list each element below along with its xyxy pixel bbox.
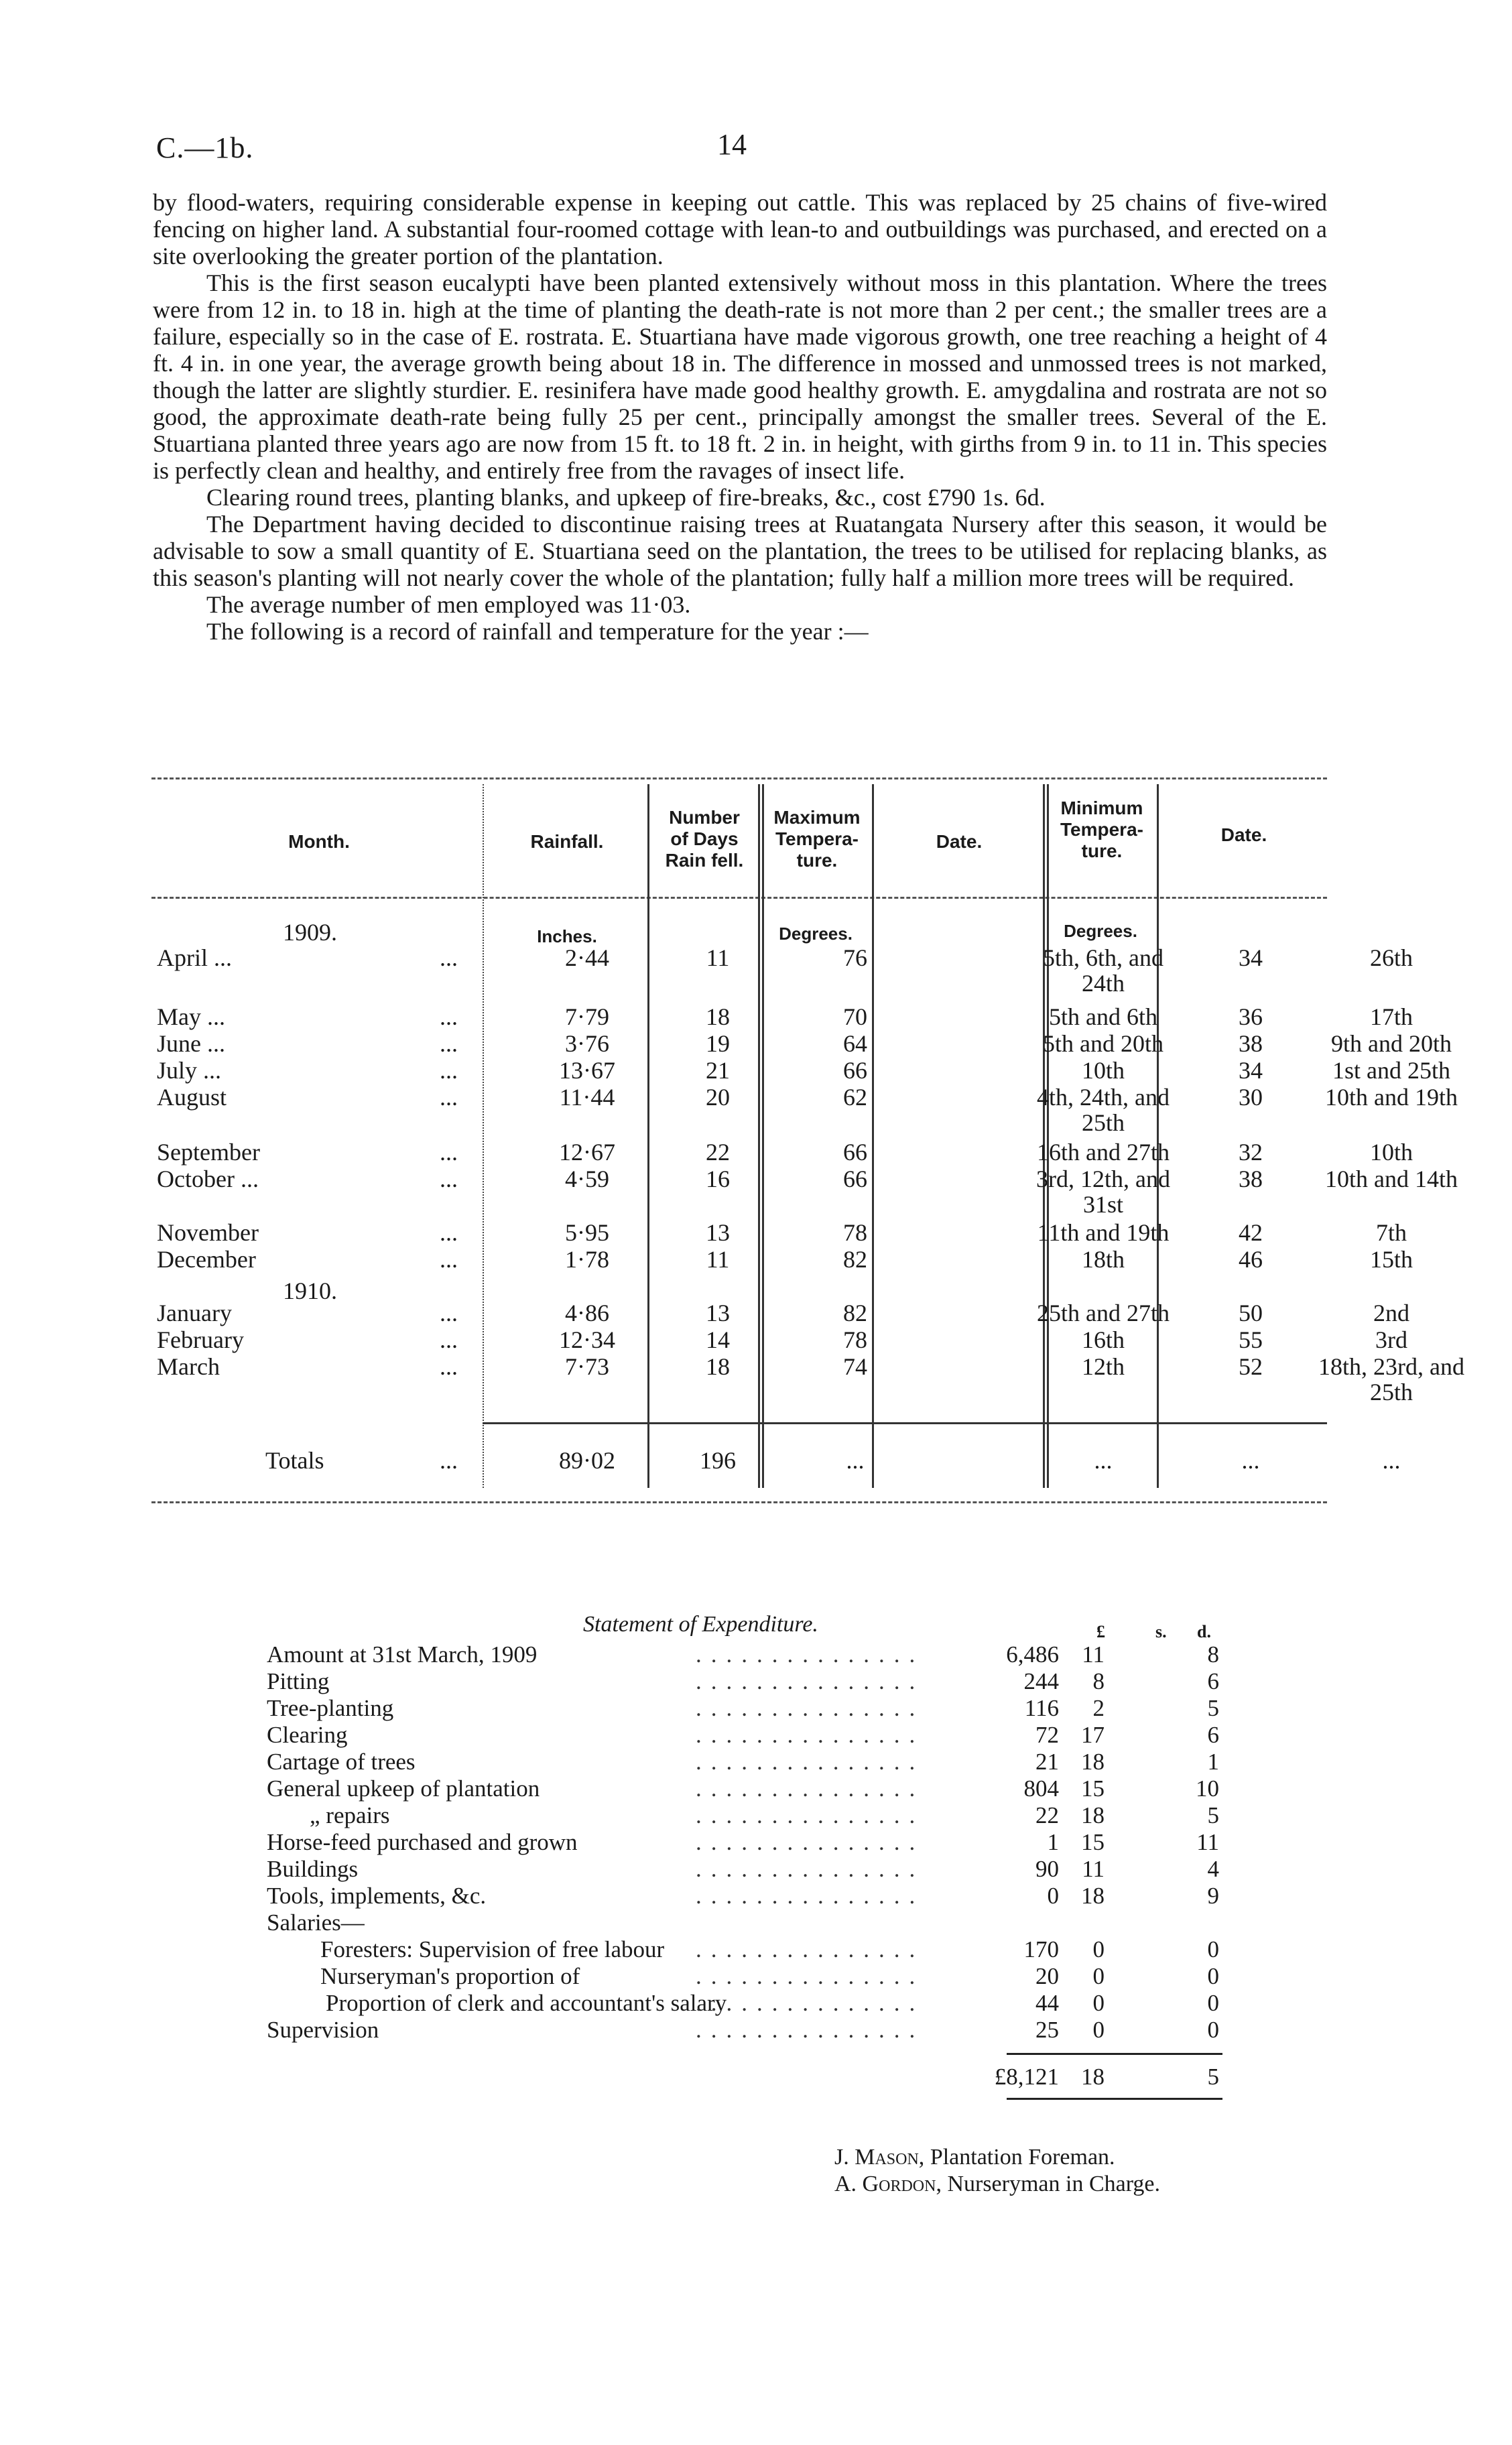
month-cell: March (157, 1353, 220, 1380)
amount-pence: 9 (1207, 1883, 1219, 1909)
expenditure-label: „ repairs (310, 1802, 390, 1828)
max-date-cell: 16th (1081, 1326, 1125, 1353)
totals-rainfall: 89·02 (559, 1447, 615, 1474)
page-number: 14 (717, 128, 747, 161)
days-cell: 19 (706, 1030, 730, 1057)
expenditure-label: Foresters: Supervision of free labour (320, 1936, 665, 1962)
rainfall-cell: 1·78 (565, 1246, 609, 1273)
expenditure-item (267, 2017, 1218, 2044)
amount-pence: 1 (1207, 1749, 1219, 1775)
amount-pence: 8 (1207, 1641, 1219, 1668)
paragraph: The following is a record of rainfall and temperature for the year :— (206, 618, 869, 645)
days-cell: 14 (706, 1326, 730, 1353)
min-date-cell: 9th and 20th (1331, 1030, 1452, 1057)
amount-pounds: 90 (1035, 1856, 1059, 1882)
leader-dots: ............... (696, 1936, 925, 1962)
min-date-cell: 15th (1369, 1246, 1413, 1273)
amount-pence: 10 (1196, 1775, 1219, 1802)
min-temp-cell: 52 (1239, 1353, 1263, 1380)
days-cell: 16 (706, 1166, 730, 1192)
amount-pence: 5 (1207, 1695, 1219, 1721)
body-text (153, 189, 1327, 645)
unit-inches: Inches. (537, 926, 597, 946)
leader-dots: ... (440, 1003, 458, 1030)
header-days: Number of Days Rain fell. (665, 807, 744, 871)
header-max-date: Date. (936, 831, 983, 852)
amount-shillings: 17 (1081, 1722, 1105, 1748)
amount-pence: 0 (1207, 1990, 1219, 2016)
expenditure-total: £8,121 18 5 (994, 2064, 1219, 2090)
max-date-cell: 16th and 27th (1037, 1139, 1170, 1166)
amount-pounds: 22 (1035, 1802, 1059, 1828)
paragraph: The average number of men employed was 11·03. (206, 591, 691, 618)
total-double-rule (1007, 2098, 1222, 2100)
rainfall-cell: 4·59 (565, 1166, 609, 1192)
min-temp-cell: 34 (1239, 944, 1263, 971)
document-reference: C.—1b. (156, 131, 254, 164)
expenditure-label: Pitting (267, 1668, 330, 1694)
amount-pence: 0 (1207, 1936, 1219, 1962)
year-1910: 1910. (283, 1277, 337, 1304)
min-temp-cell: 30 (1239, 1084, 1263, 1111)
expenditure-item (267, 1991, 1218, 2017)
leader-dots: ............... (696, 1883, 925, 1909)
days-cell: 13 (706, 1300, 730, 1326)
table-bottom-rule (151, 1501, 1327, 1503)
max-temp-cell: 78 (843, 1219, 867, 1246)
amount-pounds: 116 (1024, 1695, 1059, 1721)
total-rule (1007, 2053, 1222, 2055)
amount-pounds: 72 (1035, 1722, 1059, 1748)
expenditure-label: Buildings (267, 1856, 359, 1882)
unit-degrees-min: Degrees. (1064, 921, 1137, 941)
min-temp-cell: 55 (1239, 1326, 1263, 1353)
amount-shillings: 18 (1081, 1749, 1105, 1775)
totals-rule (483, 1422, 1327, 1424)
month-cell: May ... (157, 1003, 225, 1030)
leader-dots: ............... (696, 1641, 925, 1668)
header-min-temp: Minimum Tempera- ture. (1060, 798, 1143, 861)
leader-dots: ............... (696, 1802, 925, 1828)
expenditure-label: Tools, implements, &c. (267, 1883, 487, 1909)
table-header-rule (151, 897, 1327, 899)
amount-pounds: 6,486 (1006, 1641, 1059, 1668)
amount-shillings: 11 (1082, 1856, 1105, 1882)
leader-dots: ... (440, 1246, 458, 1273)
days-cell: 11 (706, 1246, 730, 1273)
max-date-cell: 5th, 6th, and 24th (1043, 944, 1163, 997)
min-temp-cell: 34 (1239, 1057, 1263, 1084)
expenditure-item (267, 1696, 1218, 1722)
amount-shillings: 18 (1081, 1883, 1105, 1909)
signature-1: J. Mason, Plantation Foreman. (834, 2145, 1115, 2170)
expenditure-item (267, 1883, 1218, 1910)
month-cell: September (157, 1139, 260, 1166)
amount-pounds: 244 (1023, 1668, 1059, 1694)
expenditure-label: Nurseryman's proportion of (320, 1963, 580, 1989)
leader-dots: ... (440, 1166, 458, 1192)
leader-dots: ............... (696, 1722, 925, 1748)
expenditure-label: General upkeep of plantation (267, 1775, 540, 1802)
column-divider (1043, 784, 1045, 1488)
month-cell: February (157, 1326, 244, 1353)
max-date-cell: 5th and 20th (1043, 1030, 1163, 1057)
totals-label: Totals (265, 1447, 324, 1474)
leader-dots: ............... (696, 1695, 925, 1721)
totals-days: 196 (700, 1447, 736, 1474)
expenditure-label: Tree-planting (267, 1695, 394, 1721)
column-divider (758, 784, 760, 1488)
min-date-cell: 1st and 25th (1332, 1057, 1450, 1084)
rainfall-cell: 5·95 (565, 1219, 609, 1246)
days-cell: 11 (706, 944, 730, 971)
year-1909: 1909. (283, 919, 337, 946)
expenditure-label: Horse-feed purchased and grown (267, 1829, 578, 1855)
amount-shillings: 2 (1092, 1695, 1105, 1721)
rainfall-cell: 7·79 (565, 1003, 609, 1030)
min-date-cell: 18th, 23rd, and 25th (1318, 1353, 1464, 1405)
totals-blank: ... (846, 1447, 865, 1474)
paragraph: by flood-waters, requiring considerable expense in keeping out cattle. This was replaced by 25 chains of five-wired fencing on higher land. A substantial four-roomed cottage with lean-to and outbuildings was purchased, and erected on a site overlooking the greater portion of the plantation. (153, 189, 1327, 269)
amount-pence: 6 (1207, 1722, 1219, 1748)
expenditure-item (267, 1910, 1218, 1937)
header-rainfall: Rainfall. (530, 831, 604, 852)
amount-shillings: 0 (1092, 2017, 1105, 2043)
min-date-cell: 10th (1369, 1139, 1413, 1166)
min-temp-cell: 50 (1239, 1300, 1263, 1326)
unit-degrees-max: Degrees. (779, 924, 853, 944)
amount-shillings: 15 (1081, 1775, 1105, 1802)
column-divider (1047, 784, 1049, 1488)
rainfall-temperature-table (151, 777, 1464, 1508)
rainfall-cell: 11·44 (559, 1084, 615, 1111)
column-divider (1157, 784, 1159, 1488)
amount-pounds: 804 (1023, 1775, 1059, 1802)
leader-dots: ............... (696, 1775, 925, 1802)
leader-dots: ............... (696, 1856, 925, 1882)
leader-dots: ............... (696, 1990, 925, 2016)
expenditure-item (267, 1749, 1218, 1776)
month-cell: June ... (157, 1030, 225, 1057)
amount-pence: 0 (1207, 2017, 1219, 2043)
totals-blank: ... (1094, 1447, 1113, 1474)
expenditure-label: Clearing (267, 1722, 348, 1748)
days-cell: 18 (706, 1353, 730, 1380)
expenditure-label: Supervision (267, 2017, 379, 2043)
totals-dots: ... (440, 1447, 458, 1474)
amount-pounds: 1 (1047, 1829, 1059, 1855)
expenditure-label: Proportion of clerk and accountant's salary (326, 1990, 727, 2016)
month-cell: April ... (157, 944, 232, 971)
leader-dots: ............... (696, 1749, 925, 1775)
min-temp-cell: 46 (1239, 1246, 1263, 1273)
amount-pence: 5 (1207, 1802, 1219, 1828)
min-temp-cell: 42 (1239, 1219, 1263, 1246)
amount-pounds: 170 (1023, 1936, 1059, 1962)
expenditure-label: Salaries— (267, 1909, 365, 1936)
amount-pounds: 44 (1035, 1990, 1059, 2016)
rainfall-cell: 7·73 (565, 1353, 609, 1380)
leader-dots: ............... (696, 2017, 925, 2043)
max-temp-cell: 64 (843, 1030, 867, 1057)
leader-dots: ... (440, 1139, 458, 1166)
month-cell: January (157, 1300, 232, 1326)
max-date-cell: 4th, 24th, and 25th (1037, 1084, 1170, 1136)
column-divider (647, 784, 649, 1488)
max-temp-cell: 62 (843, 1084, 867, 1111)
min-date-cell: 26th (1369, 944, 1413, 971)
min-date-cell: 7th (1375, 1219, 1407, 1246)
max-temp-cell: 66 (843, 1057, 867, 1084)
min-date-cell: 2nd (1373, 1300, 1409, 1326)
max-temp-cell: 78 (843, 1326, 867, 1353)
expenditure-item (267, 1830, 1218, 1857)
amount-shillings: 0 (1092, 1990, 1105, 2016)
min-temp-cell: 32 (1239, 1139, 1263, 1166)
leader-dots: ... (440, 1300, 458, 1326)
leader-dots: ... (440, 1030, 458, 1057)
max-date-cell: 25th and 27th (1037, 1300, 1170, 1326)
month-cell: December (157, 1246, 256, 1273)
month-cell: August (157, 1084, 227, 1111)
expenditure-item (267, 1857, 1218, 1883)
expenditure-label: Cartage of trees (267, 1749, 416, 1775)
expenditure-item (267, 1642, 1218, 1669)
header-month: Month. (288, 831, 350, 852)
days-cell: 20 (706, 1084, 730, 1111)
amount-pence: 4 (1207, 1856, 1219, 1882)
max-temp-cell: 70 (843, 1003, 867, 1030)
min-temp-cell: 38 (1239, 1030, 1263, 1057)
max-date-cell: 10th (1081, 1057, 1125, 1084)
amount-pounds: 20 (1035, 1963, 1059, 1989)
column-divider (483, 784, 484, 1488)
expenditure-label: Amount at 31st March, 1909 (267, 1641, 538, 1668)
max-date-cell: 18th (1081, 1246, 1125, 1273)
column-divider (762, 784, 764, 1488)
totals-blank: ... (1241, 1447, 1260, 1474)
rainfall-cell: 13·67 (559, 1057, 615, 1084)
rainfall-cell: 4·86 (565, 1300, 609, 1326)
max-temp-cell: 66 (843, 1166, 867, 1192)
amount-pence: 6 (1207, 1668, 1219, 1694)
amount-pounds: 21 (1035, 1749, 1059, 1775)
expenditure-item (267, 1722, 1218, 1749)
days-cell: 18 (706, 1003, 730, 1030)
expenditure-title: Statement of Expenditure. (583, 1612, 818, 1637)
leader-dots: ... (440, 944, 458, 971)
min-date-cell: 3rd (1375, 1326, 1407, 1353)
days-cell: 22 (706, 1139, 730, 1166)
header-max-temp: Maximum Tempera- ture. (773, 807, 861, 871)
amount-shillings: 8 (1092, 1668, 1105, 1694)
amount-shillings: 0 (1092, 1963, 1105, 1989)
rainfall-cell: 3·76 (565, 1030, 609, 1057)
rainfall-cell: 2·44 (565, 944, 609, 971)
amount-pounds: 25 (1035, 2017, 1059, 2043)
expenditure-item (267, 1937, 1218, 1964)
max-date-cell: 11th and 19th (1037, 1219, 1170, 1246)
min-date-cell: 10th and 14th (1325, 1166, 1458, 1192)
paragraph: The Department having decided to discontinue raising trees at Ruatangata Nursery after this season, it would be advisable to sow a small quantity of E. Stuartiana seed on the plantation, the trees to be utilised for replacing blanks, as this season's planting will not nearly cover the whole of the plantation; fully half a million more trees will be required. (153, 511, 1327, 591)
expenditure-item (267, 1776, 1218, 1803)
amount-shillings: 15 (1081, 1829, 1105, 1855)
leader-dots: ... (440, 1084, 458, 1111)
max-date-cell: 3rd, 12th, and 31st (1036, 1166, 1170, 1218)
month-cell: October ... (157, 1166, 259, 1192)
month-cell: November (157, 1219, 259, 1246)
rainfall-cell: 12·67 (559, 1139, 615, 1166)
amount-shillings: 0 (1092, 1936, 1105, 1962)
max-temp-cell: 76 (843, 944, 867, 971)
min-temp-cell: 36 (1239, 1003, 1263, 1030)
amount-pounds: 0 (1047, 1883, 1059, 1909)
amount-shillings: 18 (1081, 1802, 1105, 1828)
min-temp-cell: 38 (1239, 1166, 1263, 1192)
leader-dots: ............... (696, 1829, 925, 1855)
amount-pence: 11 (1196, 1829, 1219, 1855)
month-cell: July ... (157, 1057, 222, 1084)
max-temp-cell: 82 (843, 1300, 867, 1326)
leader-dots: ... (440, 1353, 458, 1380)
paragraph: This is the first season eucalypti have been planted extensively without moss in this plantation. Where the trees were from 12 in. to 18 in. high at the time of planting the death-rate is not more than 2 per cent.; the smaller trees are a failure, especially so in the case of E. rostrata. E. Stuartiana have made vigorous growth, one tree reaching a height of 4 ft. 4 in. in one year, the average growth being about 18 in. The difference in mossed and unmossed trees is not marked, though the latter are slightly sturdier. E. resinifera have made good healthy growth. E. amygdalina and rostrata are not so good, the approximate death-rate being fully 25 per cent., principally amongst the smaller trees. Several of the E. Stuartiana planted three years ago are now from 15 ft. to 18 ft. 2 in. in height, with girths from 9 in. to 11 in. This species is perfectly clean and healthy, and entirely free from the ravages of insect life. (153, 269, 1327, 484)
max-temp-cell: 82 (843, 1246, 867, 1273)
signature-2: A. Gordon, Nurseryman in Charge. (834, 2172, 1161, 2196)
column-divider (872, 784, 874, 1488)
rainfall-cell: 12·34 (559, 1326, 615, 1353)
max-date-cell: 5th and 6th (1049, 1003, 1157, 1030)
table-top-rule (151, 777, 1327, 779)
expenditure-item (267, 1964, 1218, 1991)
max-temp-cell: 66 (843, 1139, 867, 1166)
totals-blank: ... (1382, 1447, 1401, 1474)
paragraph: Clearing round trees, planting blanks, and upkeep of fire-breaks, &c., cost £790 1s. 6d. (206, 484, 1046, 511)
min-date-cell: 10th and 19th (1325, 1084, 1458, 1111)
leader-dots: ............... (696, 1963, 925, 1989)
header-min-date: Date. (1220, 824, 1267, 845)
max-date-cell: 12th (1081, 1353, 1125, 1380)
days-cell: 13 (706, 1219, 730, 1246)
amount-pence: 0 (1207, 1963, 1219, 1989)
leader-dots: ... (440, 1057, 458, 1084)
leader-dots: ............... (696, 1668, 925, 1694)
leader-dots: ... (440, 1326, 458, 1353)
leader-dots: ... (440, 1219, 458, 1246)
expenditure-item (267, 1669, 1218, 1696)
max-temp-cell: 74 (843, 1353, 867, 1380)
amount-shillings: 11 (1082, 1641, 1105, 1668)
min-date-cell: 17th (1369, 1003, 1413, 1030)
expenditure-item (267, 1803, 1218, 1830)
days-cell: 21 (706, 1057, 730, 1084)
